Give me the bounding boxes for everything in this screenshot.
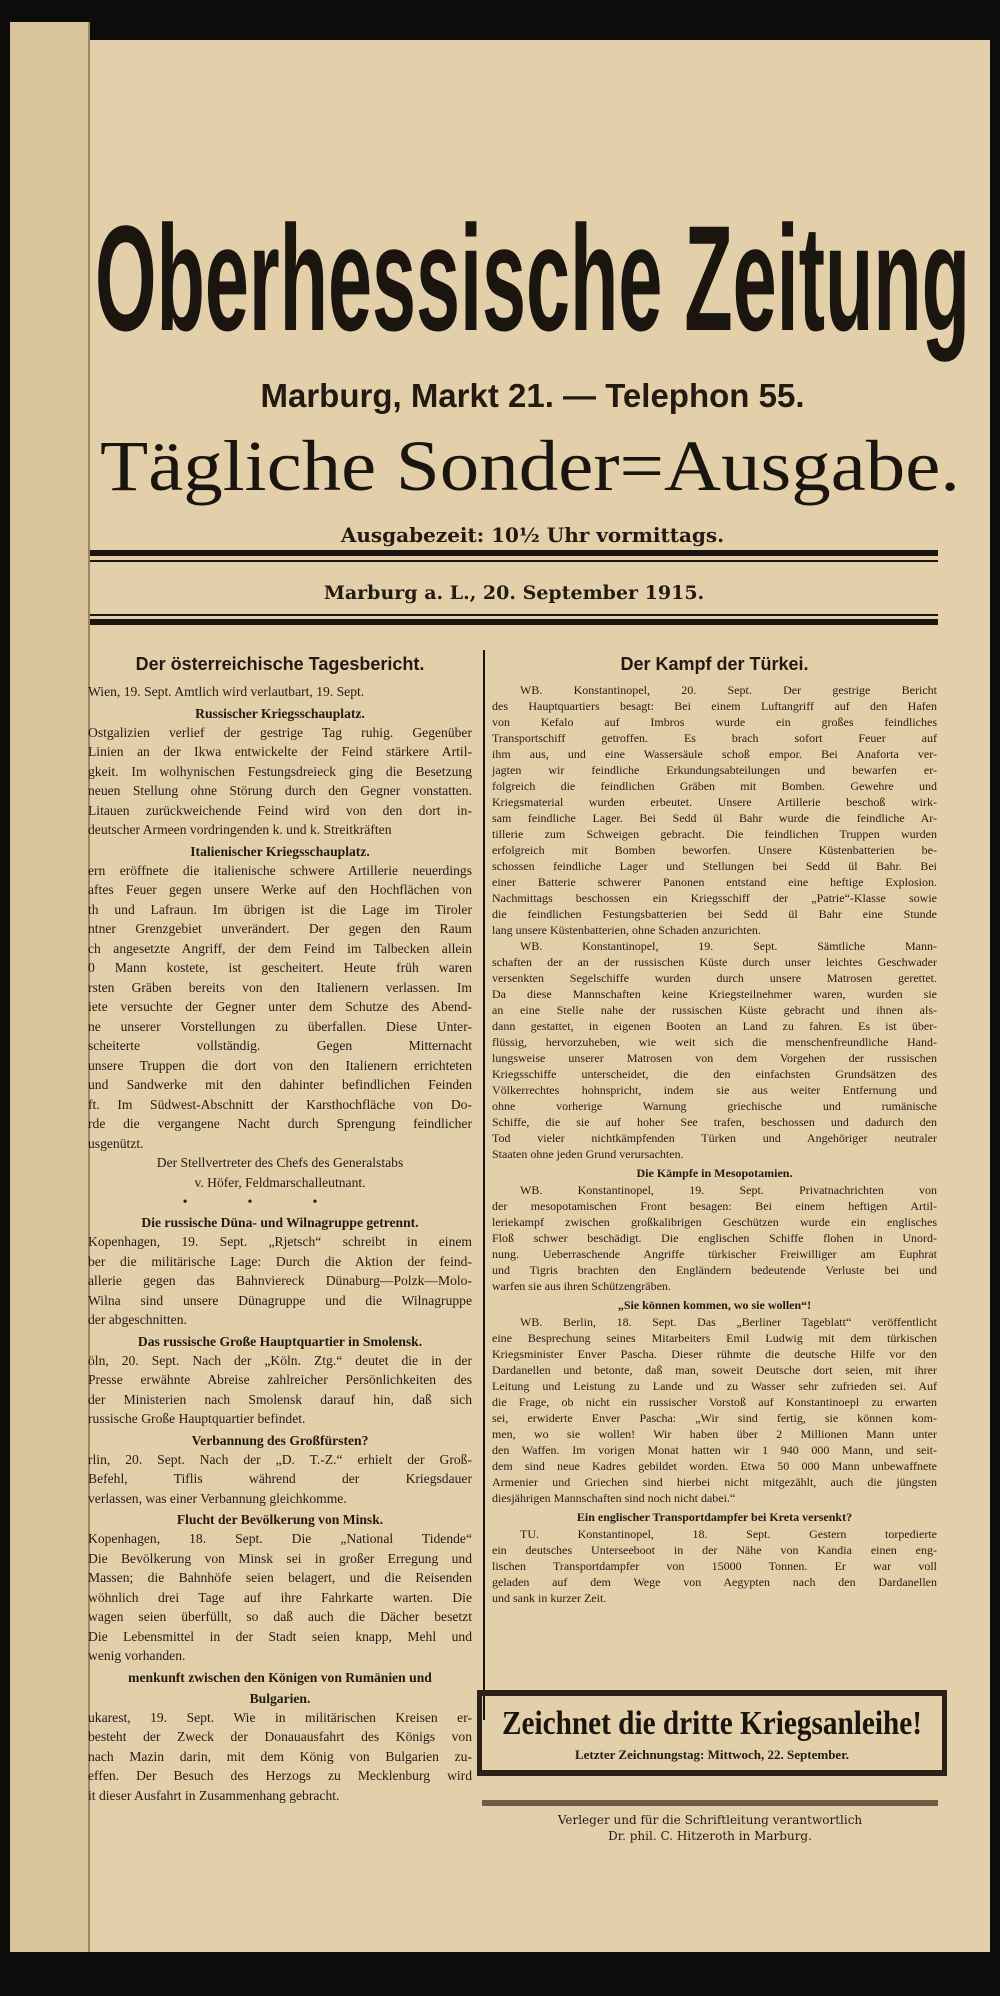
text-line: ihm aus, und eine Wassersäule schoß empor. Bei Anaforta ver- [492, 747, 937, 761]
text-line: allerie gegen das Bahnviereck Dünaburg—Polzk—Molo- [88, 1273, 472, 1288]
text-line: erfolgreich mit Bomben beworfen. Unsere Küstenbatterien be- [492, 843, 937, 857]
signature-line: v. Höfer, Feldmarschalleutnant. [194, 1175, 366, 1190]
article-paragraph [492, 938, 937, 1162]
text-line: scheiterte vollständig. Gegen Mitternacht [88, 1038, 472, 1053]
article-heading: Der Kampf der Türkei. [620, 654, 809, 674]
text-line: Presse erwähnte Abreise zahlreicher Persönlichkeiten des [88, 1372, 472, 1387]
text-line: Kriegsschiffe unterscheidet, die den einfachsten Grundsätzen des [492, 1067, 937, 1081]
adjacent-page-edge [10, 22, 90, 1952]
text-line: öln, 20. Sept. Nach der „Köln. Ztg.“ deutet die in der [88, 1352, 472, 1368]
text-line: diesjährigen Mannschaften sind noch nicht dabei.“ [492, 1491, 736, 1505]
text-line: Leitung und Leistung zu Lande und zu Wasser sehr zufrieden sei. Auf [492, 1379, 937, 1393]
text-line: deutscher Armeen vordringenden k. und k. Streitkräften [88, 822, 392, 837]
separator-dots: ••• [182, 1195, 378, 1210]
dateline: Marburg a. L., 20. September 1915. [323, 582, 705, 604]
text-line: men, wo sie wollen! Wir haben über 2 Millionen Mann unter [492, 1427, 937, 1441]
text-line: einer Batterie schwerer Panonen entstand eine heftige Explosion. [492, 875, 937, 889]
text-line: leriekampf zwischen großkalibrigen Geschützen wurde ein englisches [492, 1215, 937, 1229]
text-line: Massen; die Bahnhöfe seien belagert, und die Reisenden [88, 1570, 472, 1585]
article-subheading: Die Kämpfe in Mesopotamien. [636, 1166, 793, 1180]
text-line: wagen seien überfüllt, so daß auch die Dächer besetzt [88, 1609, 472, 1624]
text-line: eine Besprechung seines Mitarbeiters Emil Ludwig mit dem türkischen [492, 1331, 937, 1345]
text-line: dem sind neue Kadres gebildet worden. Etwa 50 000 Mann unbewaffnete [492, 1459, 937, 1473]
imprint-line: Dr. phil. C. Hitzeroth in Marburg. [608, 1829, 812, 1843]
article-paragraph [88, 1529, 472, 1666]
text-line: rde die vergangene Nacht durch Sprengung feindlicher [88, 1116, 472, 1131]
text-line: Kriegsminister Enver Pascha. Dieser rühmte die deutsche Hilfe vor den [492, 1347, 937, 1361]
article-paragraph [492, 1526, 937, 1606]
text-line: russische Große Hauptquartier befindet. [88, 1411, 306, 1426]
text-line: WB. Konstantinopel, 19. Sept. Privatnachrichten von [520, 1183, 937, 1197]
text-line: Die Lebensmittel in der Stadt seien knapp, Mehl und [88, 1628, 472, 1644]
text-line: und Sandwerke mit den dahinter befindlichen Feinden [88, 1077, 472, 1092]
right-column [492, 650, 937, 1606]
rule [90, 614, 938, 616]
text-line: flüssig, hervorzuheben, wie weit sich die menschenfreundliche Hand- [492, 1035, 937, 1049]
article-paragraph [88, 1450, 472, 1509]
text-line: Kopenhagen, 18. Sept. Die „National Tidende“ [88, 1531, 472, 1546]
text-line: neuen Stellung ohne Störung durch den Gegner vonstatten. [88, 783, 472, 798]
issue-time: Ausgabezeit: 10½ Uhr vormittags. [340, 523, 725, 547]
advert-title-text: Zeichnet die dritte Kriegsanleihe! [502, 1705, 922, 1742]
text-line: ber die militärische Lage: Durch die Aktion der feind- [88, 1253, 472, 1269]
text-line: schaften der an der russischen Küste durch unser leichtes Geschwader [492, 955, 937, 969]
text-line: besteht der Zweck der Donauausfahrt des Königs von [88, 1729, 472, 1744]
text-line: der Ministerien nach Smolensk darauf hin, daß sich [88, 1391, 472, 1407]
article-paragraph [492, 1182, 937, 1294]
text-line: Armenier und Griechen sind hierbei nicht mitgezählt, auch die jüngsten [492, 1475, 937, 1489]
text-line: lang unsere Küstenbatterien, ohne Schaden anzurichten. [492, 923, 761, 937]
text-line: Litauen zurückweichende Feind wird von den dort in- [88, 802, 472, 818]
text-line: ne unserer Vorstellungen zu überfallen. Diese Unter- [88, 1018, 472, 1034]
article-heading: Der österreichische Tagesbericht. [135, 654, 425, 674]
text-line: WB. Konstantinopel, 19. Sept. Sämtliche Mann- [520, 939, 937, 953]
text-line: sam feindliche Lager. Bei Sedd ül Bahr wurde die feindliche Ar- [492, 811, 937, 825]
text-line: gkeit. Im wolhynischen Festungsdreieck ging die Besetzung [88, 763, 472, 779]
left-column [88, 650, 472, 1805]
text-line: Wien, 19. Sept. Amtlich wird verlautbart, 19. Sept. [88, 684, 365, 699]
rule [90, 550, 938, 556]
text-line: Kopenhagen, 19. Sept. „Rjetsch“ schreibt in einem [88, 1234, 472, 1249]
text-line: ohne vorherige Warnung griechische und rumänische [492, 1099, 937, 1113]
article-paragraph [492, 1314, 937, 1506]
address-line: Marburg, Markt 21. — Telephon 55. [260, 377, 805, 414]
text-line: folgreich die feindlichen Gräben mit Bomben. Gewehre und [492, 779, 937, 793]
article-subheading: Flucht der Bevölkerung von Minsk. [176, 1512, 384, 1527]
text-line: rsten Gräben bereits von den Italienern verlassen. Im [88, 979, 472, 995]
article-subheading: Das russische Große Hauptquartier in Smolensk. [137, 1333, 423, 1349]
edition-title-text: Tägliche Sonder=Ausgabe. [100, 426, 960, 506]
text-line: Völkerrechtes hohnspricht, indem sie aus weiter Entfernung und [492, 1083, 937, 1097]
text-line: die Frage, ob nicht ein russischer Vorstoß auf Konstantinoepl zu erwarten [492, 1395, 937, 1409]
text-line: Transportschiff getroffen. Es brach sofort Feuer auf [492, 731, 937, 745]
text-line: den Waffen. Im vorigen Monat hatten wir 1 940 000 Mann, und seit- [492, 1443, 937, 1457]
article-subheading: Ein englischer Transportdampfer bei Kreta versenkt? [576, 1510, 853, 1524]
text-line: versenkten Segelschiffe wurden durch unsere Matrosen gerettet. [492, 971, 937, 985]
rule [90, 560, 938, 562]
text-line: wöhnlich drei Tage auf ihre Fahrkarte warten. Die [88, 1589, 472, 1605]
text-line: Wilna sind unsere Dünagruppe und die Wilnagruppe [88, 1292, 472, 1308]
text-line: jagten wir feindliche Erkundungsabteilungen und bewarfen er- [492, 763, 937, 777]
text-line: ft. Im Südwest-Abschnitt der Karsthochfläche von Do- [88, 1096, 472, 1112]
article-paragraph [88, 1232, 472, 1330]
text-line: schossen feindliche Lager und Stellungen bei Sedd ül Bahr. Bei [492, 859, 937, 873]
text-line: und sank in kurzer Zeit. [492, 1591, 607, 1605]
text-line: verlassen, was einer Verbannung gleichkomme. [88, 1490, 347, 1506]
text-line: th und Lafraun. Im übrigen ist die Lage im Tiroler [88, 901, 472, 917]
text-line: 0 Mann kostete, ist gescheitert. Heute früh waren [88, 960, 472, 975]
edition-title [90, 420, 975, 510]
article-subheading: Verbannung des Großfürsten? [191, 1432, 369, 1448]
text-line: der abgeschnitten. [88, 1312, 187, 1327]
text-line: an eine Stelle nahe der russischen Küste gebracht und ihnen als- [492, 1003, 937, 1017]
article-paragraph [88, 723, 472, 840]
text-line: Floß schwer beschädigt. Die englischen Schiffe flohen in Unord- [492, 1231, 937, 1245]
text-line: lischen Transportdampfer von 15000 Tonnen. Er war voll [492, 1559, 937, 1573]
text-line: it dieser Ausfahrt in Zusammenhang gebracht. [88, 1787, 340, 1803]
text-line: ch angesetzte Angriff, der dem Feind im Talbecken allein [88, 940, 472, 956]
text-line: ukarest, 19. Sept. Wie in militärischen Kreisen er- [88, 1709, 472, 1725]
text-line: ein deutsches Unterseeboot in der Nähe von Kandia einen eng- [492, 1543, 937, 1557]
advert-title [482, 1696, 942, 1746]
imprint [482, 1812, 938, 1844]
article-subheading: Russischer Kriegsschauplatz. [195, 705, 365, 721]
article-paragraph [88, 861, 472, 1154]
text-line: WB. Konstantinopel, 20. Sept. Der gestrige Bericht [520, 683, 937, 697]
text-line: von Kefalo auf Imbros wurde ein großes feindliches [492, 715, 937, 729]
text-line: tillerie zum Schweigen gebracht. Die feindlichen Truppen wurden [492, 827, 937, 841]
article-subheading: „Sie können kommen, wo sie wollen“! [617, 1298, 812, 1312]
text-line: die feindlichen Festungsbatterien bei Sedd ül Bahr eine Stunde [492, 907, 937, 921]
text-line: Tod vieler nichtkämpfenden Türken und Angehöriger neutraler [492, 1131, 937, 1145]
text-line: rlin, 20. Sept. Nach der „D. T.-Z.“ erhielt der Groß- [88, 1451, 472, 1467]
text-line: usgenützt. [88, 1135, 144, 1151]
article-subheading: Italienischer Kriegsschauplatz. [190, 843, 370, 859]
article-paragraph [88, 682, 472, 702]
column-divider [483, 650, 485, 1720]
advert-subtitle: Letzter Zeichnungstag: Mittwoch, 22. September. [574, 1747, 850, 1762]
text-line: dann gestattet, in eigenen Booten an Land zu fahren. Es ist über- [492, 1019, 937, 1033]
text-line: ntner Grenzgebiet unverändert. Der gegen den Raum [88, 921, 472, 936]
text-line: wenig vorhanden. [88, 1648, 186, 1663]
text-line: TU. Konstantinopel, 18. Sept. Gestern torpedierte [520, 1527, 937, 1541]
newspaper-title-text: Oberhessische Zeitung [95, 194, 970, 362]
text-line: und Tigris brachten den Engländern bedeutende Verluste bei und [492, 1263, 937, 1277]
article-paragraph [88, 1351, 472, 1429]
article-subheading: menkunft zwischen den Königen von Rumänien und [128, 1669, 432, 1685]
newspaper-page [90, 40, 990, 1952]
article-paragraph [492, 682, 937, 938]
text-line: sei, erwiderte Enver Pascha: „Wir sind fertig, sie können kom- [492, 1411, 937, 1425]
text-line: WB. Berlin, 18. Sept. Das „Berliner Tageblatt“ veröffentlicht [520, 1315, 937, 1329]
text-line: Linien an der Ikwa entwickelte der Feind stärkere Artil- [88, 744, 472, 759]
text-line: unsere Truppen die dort von den Italienern errichteten [88, 1057, 472, 1073]
text-line: nach Mazin darin, mit dem König von Bulgarien zu- [88, 1748, 472, 1764]
article-subheading: Die russische Düna- und Wilnagruppe getrennt. [141, 1215, 419, 1230]
text-line: des Hauptquartiers besagt: Bei einem Luftangriff auf den Hafen [492, 699, 937, 713]
text-line: lungsweise unserer Matrosen von dem Vorgehen der russischen [492, 1051, 937, 1065]
imprint-line: Verleger und für die Schriftleitung verantwortlich [557, 1813, 863, 1827]
text-line: warfen sie aus ihren Schützengräben. [492, 1279, 671, 1293]
text-line: nung. Ueberraschende Angriffe türkischer Freiwilliger am Euphrat [492, 1247, 937, 1261]
text-line: Dardanellen und betonte, daß man, soweit Deutsche dort seien, mit ihrer [492, 1363, 937, 1377]
text-line: effen. Der Besuch des Herzogs zu Mecklenburg wird [88, 1768, 472, 1783]
text-line: Schiffe, die sie auf hoher See trafen, beschossen und dadurch den [492, 1115, 937, 1129]
text-line: Da diese Mannschaften keine Kriegsteilnehmer waren, wurden sie [492, 987, 937, 1001]
signature-line: Der Stellvertreter des Chefs des Generalstabs [156, 1155, 404, 1170]
text-line: geladen auf dem Wege von Aegypten nach den Dardanellen [492, 1575, 937, 1589]
text-line: Nachmittags beschossen ein Kriegsschiff der „Patrie“-Klasse sowie [492, 891, 937, 905]
article-paragraph [88, 1708, 472, 1806]
text-line: Die Bevölkerung von Minsk sei in großer Erregung und [88, 1550, 472, 1566]
text-line: iete versuchte der Gegner unter dem Schutze des Abend- [88, 999, 472, 1014]
text-line: Staaten ohne jeden Grund verursachten. [492, 1147, 684, 1161]
text-line: Ostgalizien verlief der gestrige Tag ruhig. Gegenüber [88, 724, 472, 740]
war-loan-advert [477, 1690, 947, 1776]
text-line: der mesopotamischen Front besagen: Bei einem heftigen Artil- [492, 1199, 937, 1213]
rule [482, 1800, 938, 1806]
rule [90, 619, 938, 625]
text-line: ern eröffnete die italienische schwere Artillerie neuerdings [88, 862, 472, 878]
text-line: Befehl, Tiflis während der Kriegsdauer [88, 1471, 472, 1486]
newspaper-title [90, 190, 975, 370]
signature-block [88, 1153, 472, 1193]
text-line: aftes Feuer gegen unsere Werke auf den Hochflächen von [88, 882, 472, 897]
text-line: Kriegsmaterial wurden erbeutet. Unsere Artillerie beschoß wirk- [492, 795, 937, 809]
article-subheading: Bulgarien. [249, 1690, 311, 1706]
